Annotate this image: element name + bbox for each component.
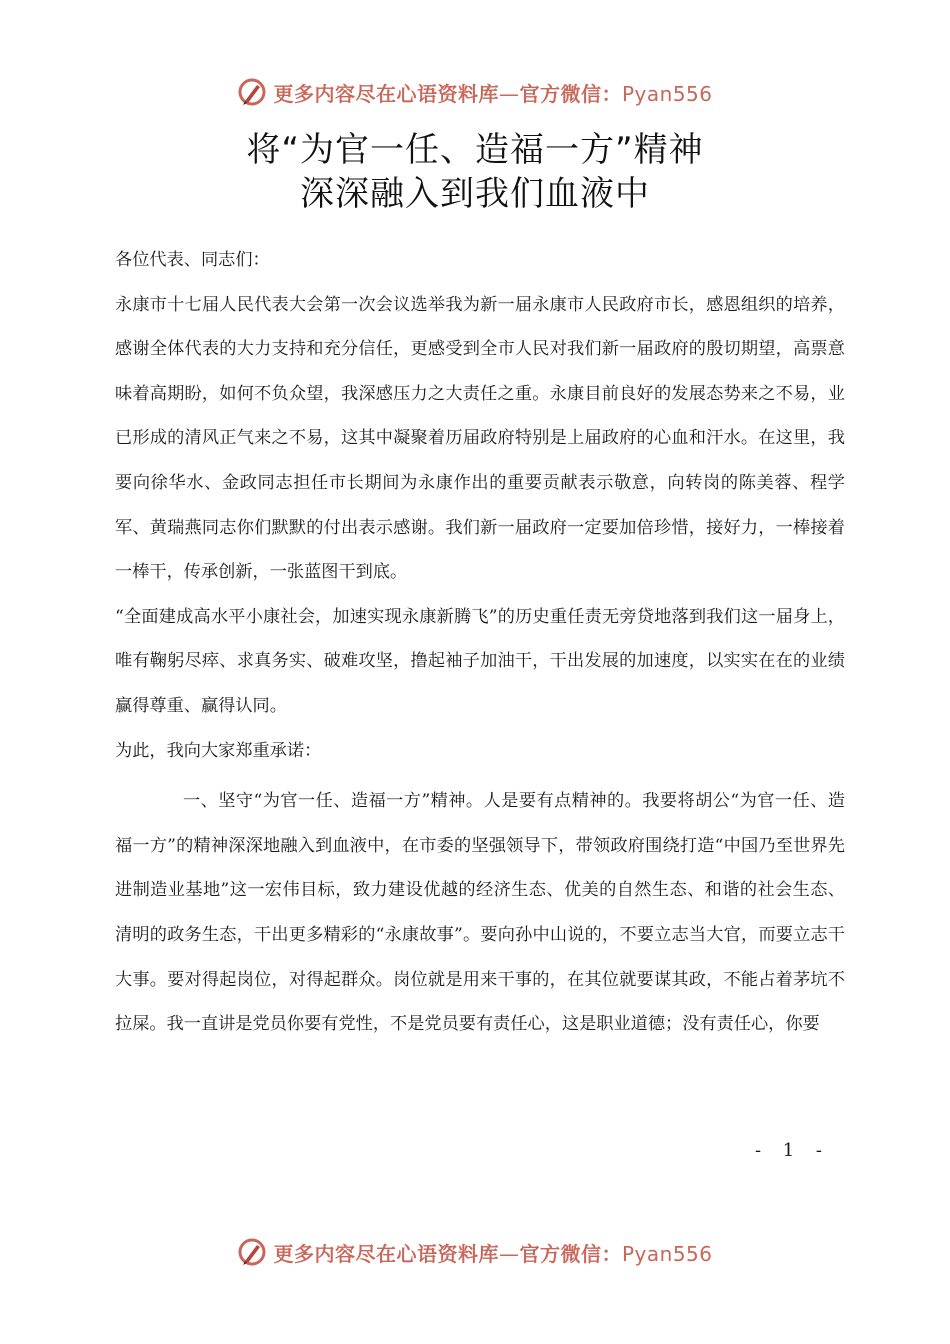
watermark-banner-top xyxy=(0,72,950,112)
title-line-1: 将“为官一任、造福一方”精神 xyxy=(246,130,704,170)
banner-separator: — xyxy=(498,1241,520,1266)
document-body xyxy=(115,238,845,1047)
watermark-banner-bottom xyxy=(0,1232,950,1272)
pen-logo-icon xyxy=(237,77,267,107)
banner-main: 更多内容尽在心语资料库 xyxy=(273,81,499,106)
banner-separator: — xyxy=(498,81,520,106)
banner-text xyxy=(273,78,712,107)
paragraph: 为此，我向大家郑重承诺： xyxy=(115,740,322,761)
document-title xyxy=(0,128,950,216)
banner-account: Pyan556 xyxy=(621,81,713,106)
banner-suffix: 官方微信： xyxy=(519,81,622,106)
paragraph: 一、坚守“为官一任、造福一方”精神。人是要有点精神的。我要将胡公“为官一任、造福一方”的精神深深地融入到血液中，在市委的坚强领导下，带领政府围绕打造“中国乃至世界先进制造业基地”这一宏伟目标，致力建设优越的经济生态、优美的自然生态、和谐的社会生态、清明的政务生态，干出更多精彩的“永康故事”。要向孙中山说的，不要立志当大官，而要立志干大事。要对得起岗位，对得起群众。岗位就是用来干事的，在其位就要谋其政，不能占着茅坑不拉屎。我一直讲是党员你要有党性，不是党员要有责任心，这是职业道德；没有责任心，你要 xyxy=(115,791,845,1035)
banner-main: 更多内容尽在心语资料库 xyxy=(273,1241,499,1266)
salutation: 各位代表、同志们： xyxy=(115,250,270,270)
paragraph: “全面建成高水平小康社会，加速实现永康新腾飞”的历史重任责无旁贷地落到我们这一届身上，唯有鞠躬尽瘁、求真务实、破难攻坚，撸起袖子加油干，干出发展的加速度，以实实在在的业绩赢得尊重、赢得认同。 xyxy=(115,606,845,716)
banner-suffix: 官方微信： xyxy=(519,1241,622,1266)
banner-text xyxy=(273,1238,712,1267)
paragraph: 永康市十七届人民代表大会第一次会议选举我为新一届永康市人民政府市长，感恩组织的培养，感谢全体代表的大力支持和充分信任，更感受到全市人民对我们新一届政府的殷切期望，高票意味着高期盼，如何不负众望，我深感压力之大责任之重。永康目前良好的发展态势来之不易，业已形成的清风正气来之不易，这其中凝聚着历届政府特别是上届政府的心血和汗水。在这里，我要向徐华水、金政同志担任市长期间为永康作出的重要贡献表示敬意，向转岗的陈美蓉、程学军、黄瑞燕同志你们默默的付出表示感谢。我们新一届政府一定要加倍珍惜，接好力，一棒接着一棒干，传承创新，一张蓝图干到底。 xyxy=(115,294,845,583)
pen-logo-icon xyxy=(237,1237,267,1267)
title-line-2: 深深融入到我们血液中 xyxy=(300,174,650,214)
page-number: - 1 - xyxy=(754,1140,830,1161)
banner-account: Pyan556 xyxy=(621,1241,713,1266)
